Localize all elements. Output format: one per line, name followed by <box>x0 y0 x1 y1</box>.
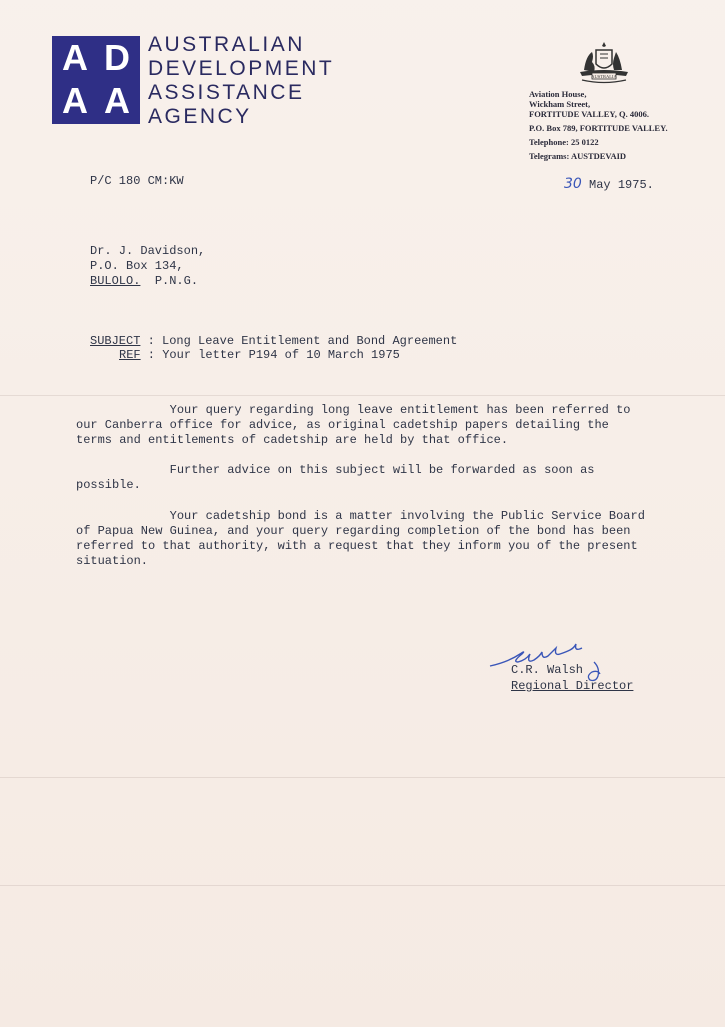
logo-letter: D <box>104 37 128 78</box>
recipient-line: P.O. Box 134, <box>90 259 184 273</box>
subject-text: : Long Leave Entitlement and Bond Agreement <box>140 334 458 348</box>
recipient-line <box>90 274 198 289</box>
agency-name-line: DEVELOPMENT <box>148 57 335 80</box>
fold-line <box>0 777 725 778</box>
signatory-title: Regional Director <box>511 679 634 693</box>
body-line: possible. <box>76 478 141 492</box>
logo-letter: A <box>62 80 86 121</box>
logo-letter: A <box>62 37 86 78</box>
address-line: FORTITUDE VALLEY, Q. 4006. <box>529 109 649 119</box>
date-day-handwritten: 30 <box>564 176 582 192</box>
fold-line <box>0 395 725 396</box>
crest-label: AUSTRALIA <box>591 74 617 79</box>
agency-name <box>148 33 334 129</box>
ref-text: : Your letter P194 of 10 March 1975 <box>140 348 400 362</box>
recipient-line: Dr. J. Davidson, <box>90 244 206 258</box>
body-line: Your query regarding long leave entitlement has been referred to <box>76 403 631 417</box>
adaa-logo <box>52 36 140 124</box>
file-reference: P/C 180 CM:KW <box>90 174 184 188</box>
ref-line <box>119 348 400 363</box>
body-line: Your cadetship bond is a matter involving the Public Service Board <box>76 509 645 523</box>
address-line: Telegrams: AUSTDEVAID <box>529 151 627 161</box>
body-line: terms and entitlements of cadetship are held by that office. <box>76 433 509 447</box>
agency-name-line: AGENCY <box>148 105 252 128</box>
agency-name-line: AUSTRALIAN <box>148 33 305 56</box>
subject-label: SUBJECT <box>90 334 141 348</box>
body-line: our Canberra office for advice, as original cadetship papers detailing the <box>76 418 609 432</box>
agency-name-line: ASSISTANCE <box>148 81 305 104</box>
recipient-town: BULOLO. <box>90 274 141 288</box>
body-line: Further advice on this subject will be forwarded as soon as <box>76 463 595 477</box>
signatory-name: C.R. Walsh <box>511 663 584 677</box>
logo-letter: A <box>104 80 128 121</box>
letterhead-address <box>529 89 668 161</box>
coat-of-arms-icon <box>574 40 634 86</box>
address-line: Wickham Street, <box>529 99 591 109</box>
address-line: Telephone: 25 0122 <box>529 137 599 147</box>
recipient-country: P.N.G. <box>140 274 199 288</box>
address-line: Aviation House, <box>529 89 587 99</box>
body-line: referred to that authority, with a request that they inform you of the present <box>76 539 638 553</box>
address-line: P.O. Box 789, FORTITUDE VALLEY. <box>529 123 668 133</box>
body-line: of Papua New Guinea, and your query regarding completion of the bond has been <box>76 524 631 538</box>
letter-date <box>564 177 654 193</box>
fold-line <box>0 885 725 886</box>
subject-line <box>90 334 457 349</box>
date-rest: May 1975. <box>581 178 654 192</box>
ref-label: REF <box>119 348 141 362</box>
body-line: situation. <box>76 554 149 568</box>
